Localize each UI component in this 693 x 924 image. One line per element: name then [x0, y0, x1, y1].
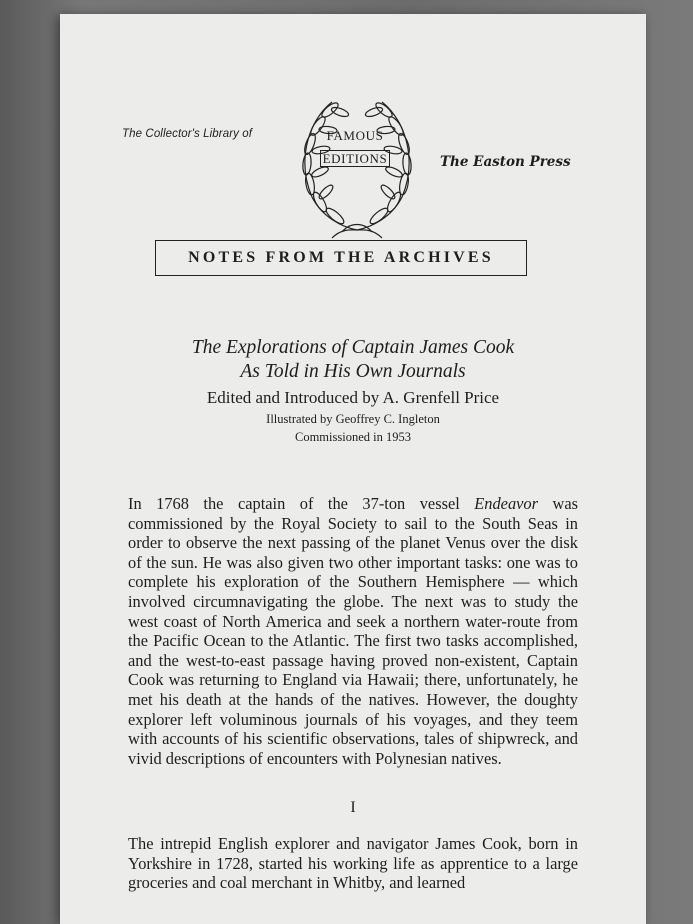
book-title-line-1: The Explorations of Captain James Cook: [191, 337, 515, 358]
editions-label: EDITIONS: [320, 150, 391, 167]
famous-wordmark: FAMOUS: [326, 128, 384, 143]
section-one-paragraph: The intrepid English explorer and navigator James Cook, born in Yorkshire in 1728, started his working life as apprentice to a large groceries and coal merchant in Whitby, and learned: [128, 834, 578, 893]
book-title-block: [60, 336, 646, 446]
archives-banner: NOTES FROM THE ARCHIVES: [155, 240, 527, 276]
intro-text-rest: was commissioned by the Royal Society to sail to the South Seas in order to observe the next passing of the planet Venus over the disk of the sun. He was also given two other important tasks: one was to complete his exploration of the Southern Hemisphere — which involved circumnavigating the globe. The next was to study the west coast of North America and seek a northern water-route from the Pacific Ocean to the Atlantic. The first two tasks accomplished, and the west-to-east passage having proved non-existent, Captain Cook was returning to England via Hawaii; there, unfortunately, he met his death at the hands of the natives. However, the doughty explorer left voluminous journals of his voyages, and they teem with accounts of his scientific observations, tales of shipwreck, and vivid descriptions of encounters with Polynesian natives.: [128, 494, 579, 768]
ship-name: Endeavor: [474, 494, 539, 513]
archive-notes-page: [60, 14, 646, 924]
intro-paragraph: [128, 494, 578, 768]
editor-credit: Edited and Introduced by A. Grenfell Price: [206, 388, 500, 407]
intro-text-start: In 1768 the captain of the 37-ton vessel: [128, 494, 475, 513]
section-numeral: I: [350, 799, 356, 816]
editions-wordmark: [300, 151, 410, 167]
collectors-library-label: The Collector's Library of: [122, 128, 253, 140]
illustrator-credit: Illustrated by Geoffrey C. Ingleton: [266, 412, 440, 426]
commission-year: Commissioned in 1953: [295, 430, 411, 444]
publisher-logo: The Easton Press: [440, 154, 571, 170]
page-header: [60, 14, 646, 284]
book-title-line-2: As Told in His Own Journals: [240, 361, 466, 382]
